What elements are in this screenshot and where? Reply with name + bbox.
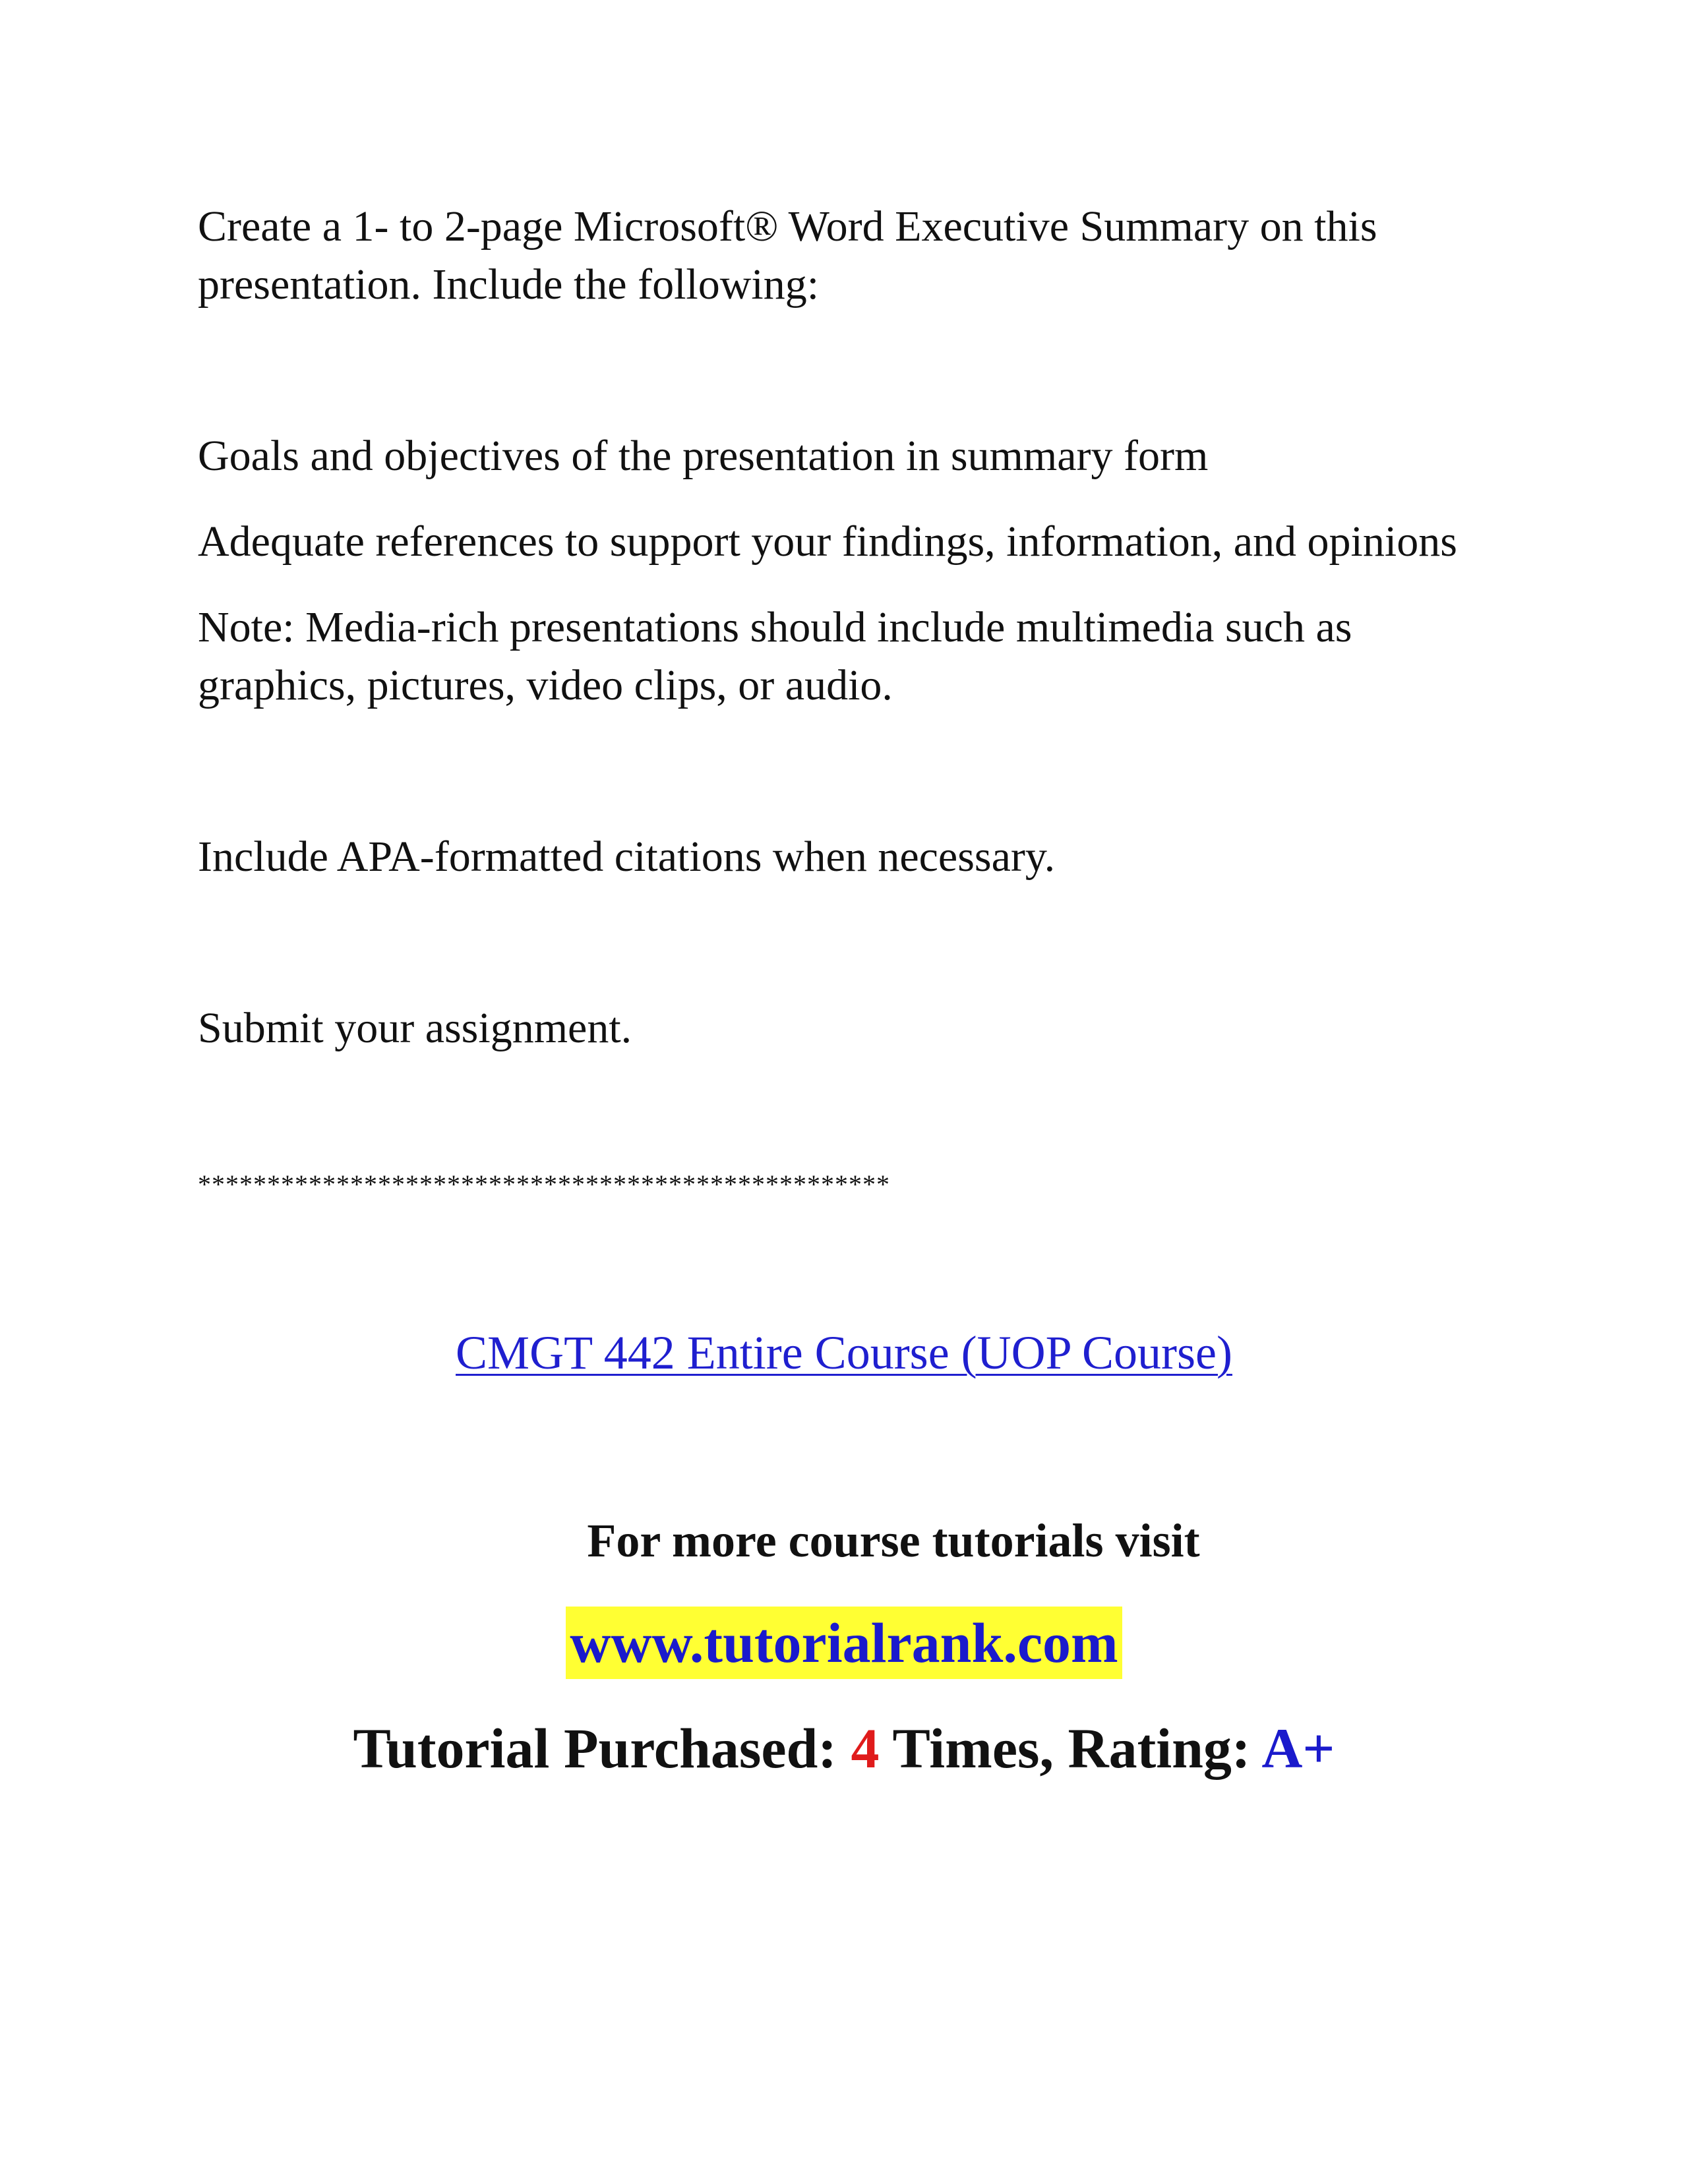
intro-paragraph: Create a 1- to 2-page Microsoft® Word Executive Summary on this presentation. Include the following:	[198, 202, 1377, 309]
times-rating-label: Times, Rating:	[879, 1717, 1262, 1780]
rating-value: A+	[1261, 1717, 1335, 1780]
website-link[interactable]: www.tutorialrank.com	[566, 1607, 1122, 1679]
more-tutorials-heading: For more course tutorials visit	[587, 1514, 1200, 1567]
citations-paragraph: Include APA-formatted citations when necessary.	[198, 833, 1056, 881]
references-item: Adequate references to support your findings, information, and opinions	[198, 517, 1457, 566]
purchased-count: 4	[851, 1717, 880, 1780]
purchased-label: Tutorial Purchased:	[353, 1717, 851, 1780]
note-paragraph: Note: Media-rich presentations should include multimedia such as graphics, pictures, video clips, or audio.	[198, 603, 1352, 709]
rating-line	[0, 1712, 1688, 1785]
submit-paragraph: Submit your assignment.	[198, 1004, 632, 1052]
course-link[interactable]: CMGT 442 Entire Course (UOP Course)	[456, 1326, 1232, 1379]
separator-stars: **************************************************	[198, 1169, 890, 1199]
goals-item: Goals and objectives of the presentation in summary form	[198, 432, 1209, 480]
website-row	[0, 1607, 1688, 1696]
